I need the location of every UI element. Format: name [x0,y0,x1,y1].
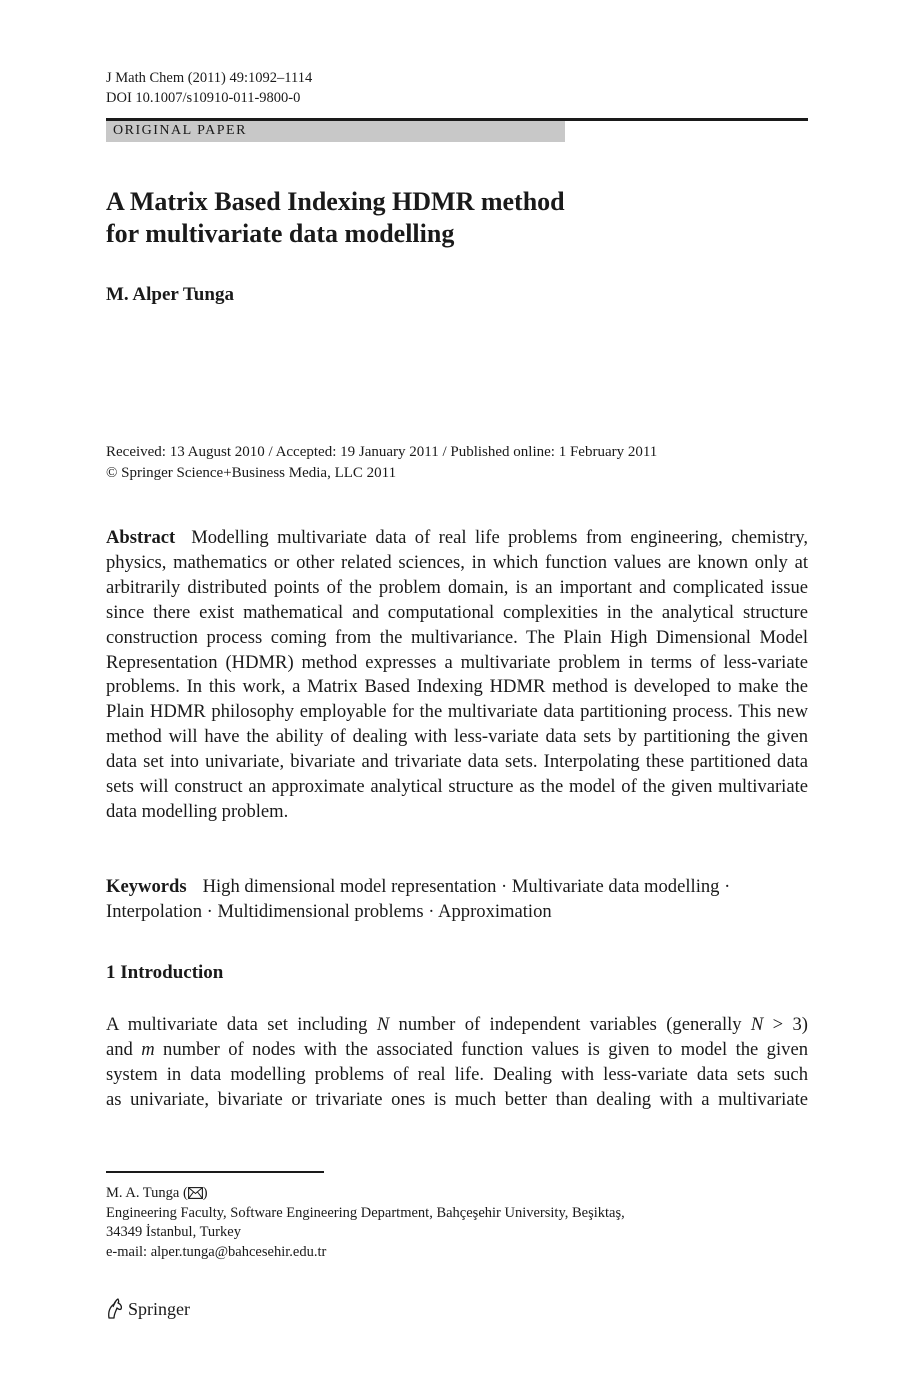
springer-horse-icon [106,1298,124,1320]
intro-line-4: as univariate, bivariate or trivariate ones is much better than dealing with a multivariate [106,1088,808,1110]
affiliation-line-1: Engineering Faculty, Software Engineering Department, Bahçeşehir University, Beşiktaş, [106,1204,625,1221]
keywords-line-1: High dimensional model representation · Multivariate data modelling · [202,876,731,897]
intro-text: number of independent variables (generally [389,1014,751,1035]
article-type-band [106,121,565,142]
math-var-m: m [141,1038,155,1060]
abstract-label: Abstract [106,527,176,548]
footnote-rule [106,1171,324,1173]
dates-line: Received: 13 August 2010 / Accepted: 19 January 2011 / Published online: 1 February 2011 [106,444,658,460]
math-var-N: N [376,1014,390,1035]
affiliation-line-2: 34349 İstanbul, Turkey [106,1224,241,1240]
intro-text: A multivariate data set including [106,1014,377,1035]
abstract [106,526,808,825]
intro-line-2 [106,1038,808,1063]
publisher-name: Springer [128,1298,190,1319]
journal-citation: J Math Chem (2011) 49:1092–1114 [106,70,313,86]
footnote [106,1184,625,1262]
keywords [106,875,808,925]
intro-line-1 [106,1013,808,1038]
intro-text: number of nodes with the associated function values is given to model the given [154,1038,808,1060]
email[interactable]: e-mail: alper.tunga@bahcesehir.edu.tr [106,1243,327,1260]
publisher-logo [106,1298,190,1320]
introduction-text [106,1013,808,1113]
corresponding-author [106,1184,625,1204]
doi: DOI 10.1007/s10910-011-9800-0 [106,90,301,106]
article-type-label: ORIGINAL PAPER [113,123,247,138]
keywords-label: Keywords [106,876,187,897]
publication-dates [106,442,657,484]
math-var-N: N [750,1014,764,1035]
section-heading-introduction: 1 Introduction [106,962,224,983]
intro-text: > 3) [763,1014,808,1035]
keywords-line-2: Interpolation · Multidimensional problems · Approximation [106,900,552,922]
journal-info [106,68,312,108]
envelope-icon [188,1187,203,1199]
intro-line-3: system in data modelling problems of real life. Dealing with less-variate data sets such [106,1063,808,1085]
title-line-1: A Matrix Based Indexing HDMR method [106,187,565,216]
title-line-2: for multivariate data modelling [106,219,455,248]
author-name: M. Alper Tunga [106,284,234,305]
article-title [106,186,808,250]
footnote-author-close: ) [202,1185,208,1201]
copyright-line: © Springer Science+Business Media, LLC 2011 [106,465,397,481]
intro-text: and [106,1038,142,1060]
footnote-author: M. A. Tunga ( [106,1185,188,1201]
abstract-text: Modelling multivariate data of real life problems from engineering, chemistry, physics, mathematics or other related sciences, in which function values are known only at arbitrarily distributed points of the problem domain, is an important and complicated issue since there exist mathematical and computational complexities in the analytical structure construction process coming from the multivariance. The Plain High Dimensional Model Representation (HDMR) method expresses a multivariate problem in terms of less-variate problems. In this work, a Matrix Based Indexing HDMR method is developed to make the Plain HDMR philosophy employable for the multivariate data partitioning process. This new method will have the ability of dealing with less-variate data sets by partitioning the given data set into univariate, bivariate and trivariate data sets. Interpolating these partitioned data sets will construct an approximate analytical structure as the model of the given multivariate data modelling problem. [106,527,808,822]
